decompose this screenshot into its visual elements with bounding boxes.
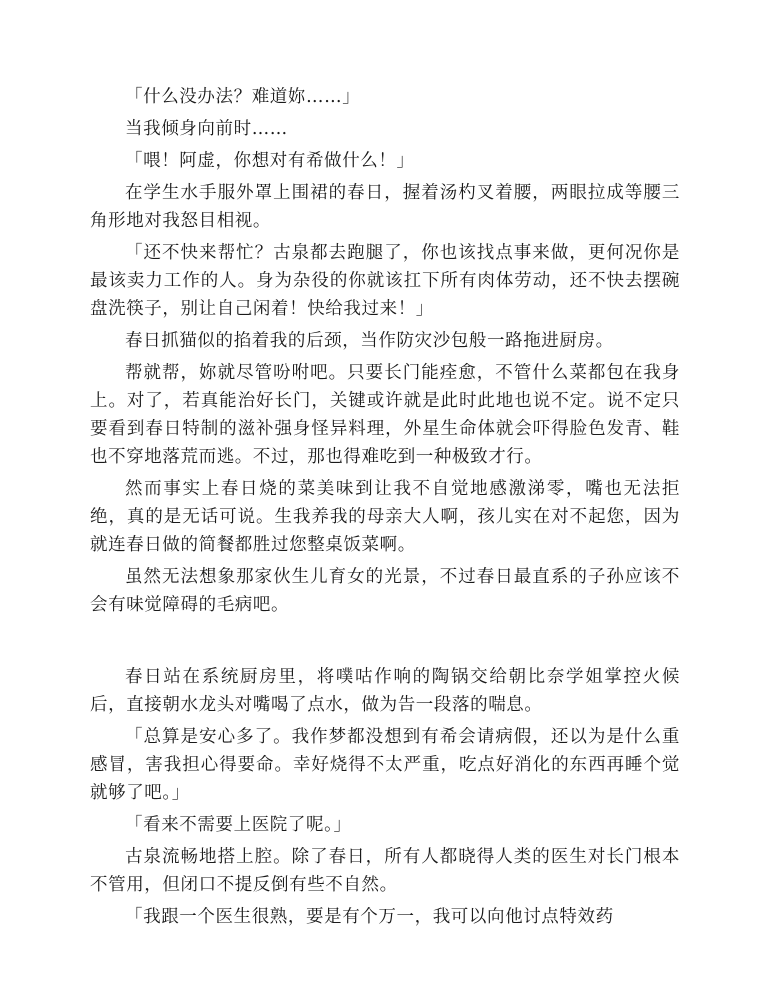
novel-text: [90, 83, 680, 935]
paragraph: 古泉流畅地搭上腔。除了春日，所有人都晓得人类的医生对长门根本不管用，但闭口不提反倒有些不自然。: [90, 847, 680, 895]
paragraph: 帮就帮，妳就尽管吩咐吧。只要长门能痊愈，不管什么菜都包在我身上。对了，若真能治好长门，关键或许就是此时此地也说不定。说不定只要看到春日特制的滋补强身怪异料理，外星生命体就会吓得脸色发青、鞋也不穿地落荒而逃。不过，那也得难吃到一种极致才行。: [90, 363, 680, 467]
section-break: [90, 623, 680, 663]
paragraph: 当我倾身向前时……: [125, 119, 288, 139]
paragraph: 春日站在系统厨房里，将噗咕作响的陶锅交给朝比奈学姐掌控火候后，直接朝水龙头对嘴喝了点水，做为告一段落的喘息。: [90, 667, 680, 715]
paragraph: 「我跟一个医生很熟，要是有个万一，我可以向他讨点特效药: [125, 907, 614, 927]
paragraph: 「总算是安心多了。我作梦都没想到有希会请病假，还以为是什么重感冒，害我担心得要命。幸好烧得不太严重，吃点好消化的东西再睡个觉就够了吧。」: [90, 727, 680, 803]
paragraph: 「什么没办法？难道妳……」: [125, 87, 361, 107]
paragraph: 「还不快来帮忙？古泉都去跑腿了，你也该找点事来做，更何况你是最该卖力工作的人。身为杂役的你就该扛下所有肉体劳动，还不快去摆碗盘洗筷子，别让自己闲着！快给我过来！」: [90, 243, 680, 319]
paragraph: 「喂！阿虚，你想对有希做什么！」: [125, 151, 415, 171]
paragraph: 春日抓猫似的掐着我的后颈，当作防灾沙包般一路拖进厨房。: [125, 331, 614, 351]
paragraph: 虽然无法想象那家伙生儿育女的光景，不过春日最直系的子孙应该不会有味觉障碍的毛病吧。: [90, 567, 680, 615]
paragraph: 「看来不需要上医院了呢。」: [125, 815, 352, 835]
paragraph: 然而事实上春日烧的菜美味到让我不自觉地感激涕零，嘴也无法拒绝，真的是无话可说。生我养我的母亲大人啊，孩儿实在对不起您，因为就连春日做的简餐都胜过您整桌饭菜啊。: [90, 479, 680, 555]
paragraph: 在学生水手服外罩上围裙的春日，握着汤杓叉着腰，两眼拉成等腰三角形地对我怒目相视。: [90, 183, 680, 231]
